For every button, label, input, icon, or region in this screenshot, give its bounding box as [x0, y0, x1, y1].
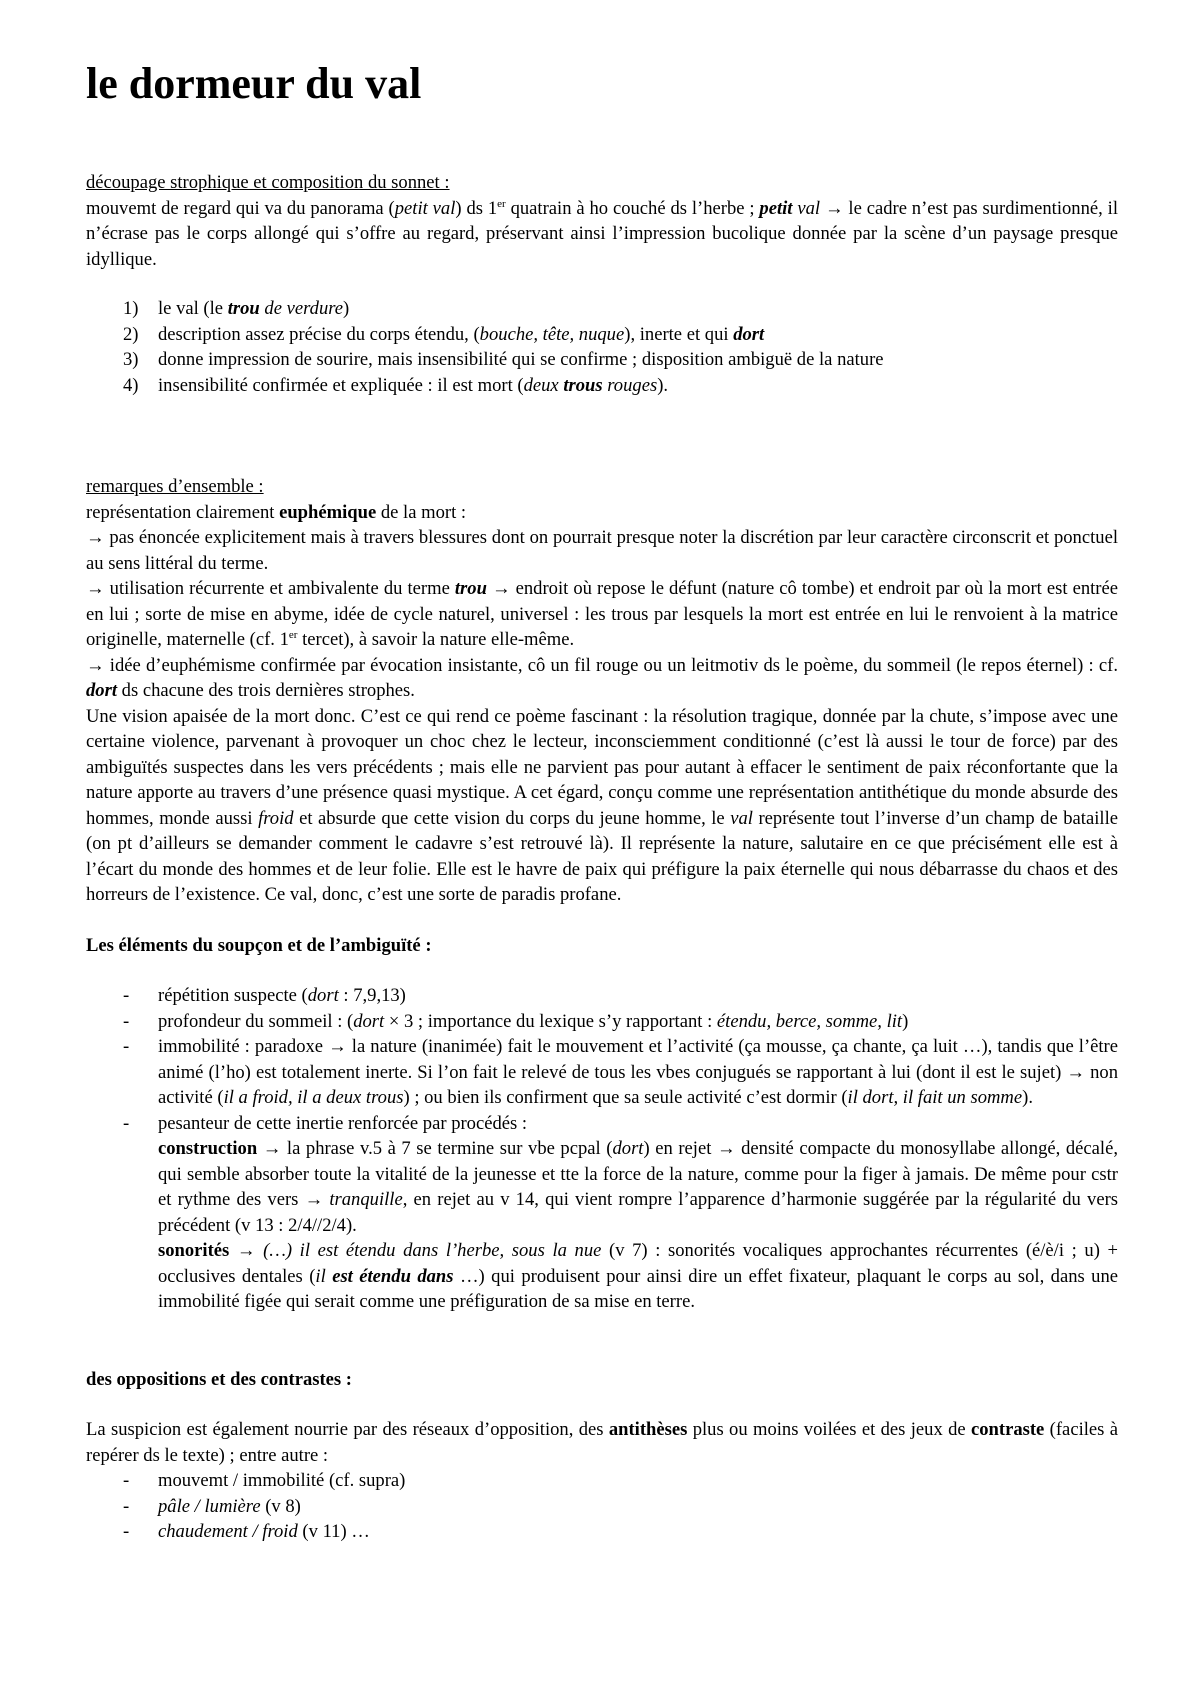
remarks-paragraph [86, 500, 1118, 526]
text-run: de la mort : [376, 501, 467, 523]
text-run: ) ; ou bien ils confirment que sa seule activité c’est dormir ( [403, 1087, 848, 1108]
text-run: construction [158, 1138, 258, 1159]
dash-bullet: - [123, 1495, 130, 1517]
text-run: , en rejet au v 14, qui vient rompre l’apparence d’harmonie suggérée par la régularité du vers précédent (v 13 : 2/4//2/4). [158, 1189, 1119, 1236]
text-run: Une vision apaisée de la mort donc. C’est ce qui rend ce poème fascinant : la résolution tragique, donnée par la chute, s’impose avec une certaine violence, parvenant à provoquer un choc chez le lecteur, inconsciemment conditionné (c’est là aussi le tour de force) par des ambiguïtés suspectes dans les vers précédents ; mais elle ne parvient pas pour autant à effacer le sentiment de paix réconfortante que la nature apporte au travers d’une présence quasi mystique. A cet égard, conçu comme une représentation antithétique du monde absurde des hommes, monde aussi [86, 705, 1118, 829]
strophe-number: 2) [123, 323, 139, 345]
text-run: (v 7) : sonorités vocaliques approchantes récurrentes (é/è/i ; u) + occlusives dentales ( [158, 1240, 1119, 1287]
text-run: et absurde que cette vision du corps du jeune homme, le [293, 807, 731, 829]
remarks-paragraph [86, 525, 1118, 576]
text-run: représentation clairement [86, 501, 280, 523]
text-run: il dort, il fait un somme [847, 1087, 1023, 1108]
strophe-item [86, 296, 1118, 322]
text-run: er [288, 628, 298, 641]
dash-bullet: - [123, 1521, 130, 1542]
list-item [86, 1494, 1118, 1520]
text-run: il [315, 1265, 333, 1287]
text-run: → pas énoncée explicitement mais à travers blessures dont on pourrait presque noter la discrétion par leur caractère circonscrit et ponctuel au sens littéral du terme. [86, 527, 1118, 574]
text-run: insensibilité confirmée et expliquée : il est mort ( [158, 374, 524, 396]
text-run: : 7,9,13) [338, 985, 406, 1006]
text-run: …) qui produisent pour ainsi dire un effet fixateur, plaquant le corps au sol, dans une immobilité figée qui serait comme une préfiguration de sa mise en terre. [158, 1265, 1118, 1312]
strophe-number: 1) [123, 298, 139, 319]
text-run: (v 11) … [297, 1521, 370, 1542]
text-run: il a froid, il a deux trous [223, 1087, 404, 1108]
text-run: bouche, tête, nuque [479, 323, 625, 345]
text-run: ) en rejet → densité compacte du monosyllabe allongé, décalé, qui semble absorber toute la vitalité de la jeunesse et tte la force de la nature, comme pour la figer à jamais. De même pour cstr et rythme des vers → [158, 1138, 1118, 1210]
text-run: trou [227, 298, 260, 319]
text-run: rouges [602, 374, 658, 396]
section-heading-remarks: remarques d’ensemble : [86, 476, 264, 497]
text-run: ). [657, 374, 669, 396]
text-run: petit val [394, 197, 456, 219]
strophe-item [86, 322, 1118, 348]
text-run: de verdure [259, 298, 344, 319]
text-run: trou [454, 578, 487, 599]
text-run: représente tout l’inverse d’un champ de bataille (on pt d’ailleurs se demander comment le cadavre s’est retrouvé là). Il représente la nature, salutaire en ce que précisément elle est à l’écart du monde des hommes et de leur folie. Elle est le havre de paix qui préfigure la paix éternelle qui nous débarrasse du chaos et des horreurs de l’existence. Ce val, donc, c’est une sorte de paradis profane. [86, 807, 1118, 905]
text-run: ds chacune des trois dernières strophes. [117, 680, 415, 701]
text-run: dort [612, 1138, 644, 1159]
strophe-item [86, 373, 1118, 399]
remarks-paragraph [86, 576, 1118, 653]
text-run: répétition suspecte ( [158, 985, 308, 1006]
text-run: étendu, berce, somme, lit [716, 1010, 903, 1032]
text-run: mouvemt de regard qui va du panorama ( [86, 197, 395, 219]
text-run: pesanteur de cette inertie renforcée par procédés : [158, 1112, 528, 1134]
dash-bullet: - [123, 1470, 130, 1491]
text-run: antithèses [608, 1419, 688, 1440]
text-run: tranquille [329, 1189, 403, 1210]
text-run: deux [523, 374, 564, 396]
text-run: description assez précise du corps étendu, ( [158, 323, 480, 345]
text-run: → utilisation récurrente et ambivalente du terme [86, 578, 455, 599]
text-run: La suspicion est également nourrie par des réseaux d’opposition, des [86, 1419, 609, 1440]
text-run: val [792, 197, 821, 219]
text-run: × 3 ; importance du lexique s’y rapportant : [384, 1010, 717, 1032]
section-heading-oppositions: des oppositions et des contrastes : [86, 1368, 352, 1390]
list-item [86, 1009, 1118, 1035]
text-run: → la phrase v.5 à 7 se termine sur vbe pcpal ( [257, 1138, 613, 1159]
dash-bullet: - [123, 1010, 130, 1032]
list-item [86, 1468, 1118, 1494]
text-run: mouvemt / immobilité (cf. supra) [158, 1470, 406, 1491]
text-run: ). [1022, 1087, 1033, 1108]
list-item [86, 983, 1118, 1009]
text-run: immobilité : paradoxe → la nature (inanimée) fait le mouvement et l’activité (ça mousse, ça chante, ça luit …), tandis que l’être animé (l’ho) est totalement inerte. Si l’on fait le relevé de tous les vbes conjugués se rapportant à lui (dont il est le sujet) → non activité ( [158, 1036, 1118, 1108]
text-run: (v 8) [260, 1495, 301, 1517]
dash-bullet: - [123, 985, 130, 1006]
dash-bullet: - [123, 1036, 130, 1057]
list-item [86, 1111, 1118, 1315]
text-run: euphémique [279, 501, 377, 523]
text-run: quatrain à ho couché ds l’herbe ; [505, 197, 760, 219]
text-run: dort [86, 680, 117, 701]
text-run: est étendu dans [332, 1265, 454, 1287]
remarks-paragraph [86, 704, 1118, 908]
text-run: dort [353, 1010, 385, 1032]
dash-bullet: - [123, 1112, 130, 1134]
text-run: dort [733, 323, 765, 345]
text-run: ) [343, 298, 350, 319]
remarks-paragraph [86, 653, 1118, 704]
text-run: plus ou moins voilées et des jeux de [687, 1419, 971, 1440]
strophe-list [86, 296, 1118, 398]
text-run: froid [258, 807, 294, 829]
text-run: le val (le [158, 298, 228, 319]
text-run: tercet), à savoir la nature elle-même. [297, 629, 575, 650]
suspicion-list [86, 983, 1118, 1315]
text-run: ) [902, 1010, 909, 1032]
document-title: le dormeur du val [86, 59, 422, 108]
strophe-number: 3) [123, 349, 139, 370]
list-item [86, 1034, 1118, 1111]
text-run: → le cadre n’est pas surdimentionné, il n’écrase pas le corps allongé qui s’offre au regard, préservant ainsi l’impression bucolique donnée par la scène d’un paysage presque idyllique. [86, 197, 1118, 270]
text-run: → idée d’euphémisme confirmée par évocation insistante, cô un fil rouge ou un leitmotiv ds le poème, du sommeil (le repos éternel) : cf. [86, 654, 1118, 676]
text-run: val [730, 807, 753, 829]
section-heading-strophic: découpage strophique et composition du sonnet : [86, 172, 450, 193]
text-run: (faciles à repérer ds le texte) ; entre autre : [86, 1419, 1118, 1466]
oppositions-paragraph [86, 1417, 1118, 1468]
text-run: profondeur du sommeil : ( [158, 1010, 354, 1032]
text-run: pâle / lumière [158, 1495, 261, 1517]
section-heading-suspicion: Les éléments du soupçon et de l’ambiguïté : [86, 934, 432, 956]
text-run: contraste [971, 1419, 1045, 1440]
text-run: chaudement / froid [158, 1521, 298, 1542]
list-item [86, 1519, 1118, 1545]
text-run: petit [759, 197, 793, 219]
text-run: sonorités [158, 1240, 230, 1261]
intro-paragraph [86, 196, 1118, 273]
text-run: donne impression de sourire, mais insensibilité qui se confirme ; disposition ambiguë de la nature [158, 349, 884, 370]
text-run: → [229, 1240, 264, 1261]
document-page [86, 58, 1118, 1545]
text-run: (…) il est étendu dans l’herbe, sous la nue [263, 1240, 602, 1261]
text-run: ), inerte et qui [624, 323, 734, 345]
strophe-number: 4) [123, 374, 139, 396]
strophe-item [86, 347, 1118, 373]
remarks-body [86, 500, 1118, 908]
text-run: er [497, 197, 506, 210]
text-run: trous [563, 374, 603, 396]
text-run: ) ds 1 [455, 197, 498, 219]
text-run: → endroit où repose le défunt (nature cô tombe) et endroit par où la mort est entrée en lui ; sorte de mise en abyme, idée de cycle naturel, universel : les trous par lesquels la mort est entrée en lui le renvoient à la matrice originelle, maternelle (cf. 1 [86, 578, 1119, 650]
text-run: dort [307, 985, 339, 1006]
oppositions-list [86, 1468, 1118, 1545]
